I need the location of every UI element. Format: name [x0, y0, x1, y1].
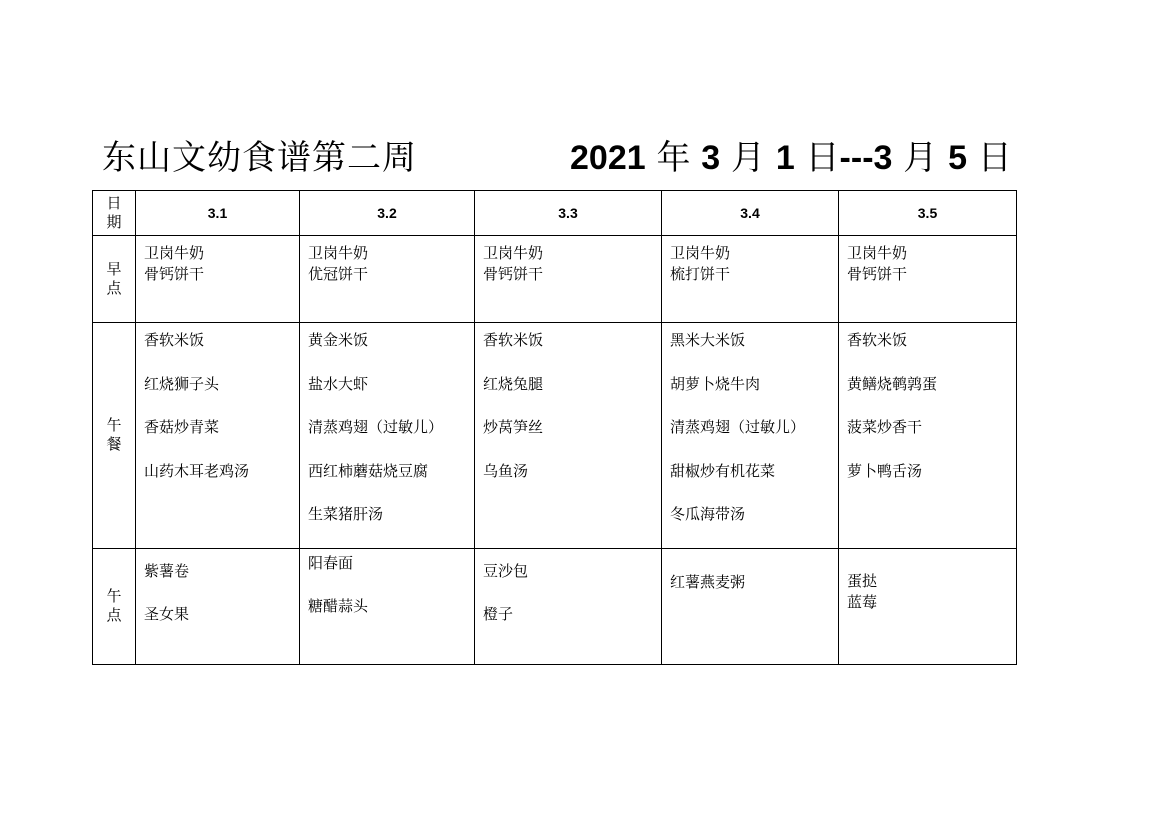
menu-item: 香软米饭 — [483, 331, 544, 349]
menu-item: 清蒸鸡翅（过敏儿） — [670, 418, 806, 436]
menu-item: 萝卜鸭舌汤 — [847, 461, 923, 480]
menu-item: 骨钙饼干 — [847, 265, 908, 283]
menu-item: 圣女果 — [144, 604, 190, 623]
month-unit-start: 月 — [731, 138, 765, 178]
menu-item: 阳春面 — [308, 553, 354, 572]
lunch-cell — [662, 323, 839, 549]
year-unit: 年 — [656, 138, 691, 178]
menu-item: 红烧兔腿 — [483, 374, 544, 393]
start-month: 3 — [701, 139, 721, 177]
date-label: 日 期 — [93, 191, 136, 236]
snack-cell — [662, 548, 839, 664]
menu-item: 甜椒炒有机花菜 — [670, 461, 776, 480]
menu-item: 山药木耳老鸡汤 — [144, 461, 250, 480]
range-separator: --- — [839, 139, 874, 177]
snack-cell — [300, 548, 475, 664]
menu-item: 清蒸鸡翅（过敏儿） — [308, 418, 444, 436]
lunch-cell — [475, 323, 662, 549]
end-month: 3 — [873, 139, 893, 177]
lunch-label: 午 餐 — [93, 323, 136, 549]
menu-item: 菠菜炒香干 — [847, 418, 923, 436]
menu-item: 卫岗牛奶 — [483, 244, 544, 262]
menu-item: 盐水大虾 — [308, 374, 369, 393]
lunch-cell — [136, 323, 300, 549]
end-day: 5 — [948, 139, 967, 177]
start-day: 1 — [775, 139, 795, 177]
breakfast-cell — [136, 236, 300, 323]
menu-item: 香软米饭 — [144, 331, 205, 349]
breakfast-cell — [475, 236, 662, 323]
menu-item: 紫薯卷 — [144, 561, 190, 580]
date-cell: 3.2 — [300, 191, 475, 236]
snack-cell — [136, 548, 300, 664]
date-cell: 3.4 — [662, 191, 839, 236]
menu-item: 卫岗牛奶 — [670, 244, 731, 262]
menu-item: 红薯燕麦粥 — [670, 572, 746, 591]
date-cell: 3.5 — [839, 191, 1017, 236]
menu-item: 蛋挞 — [847, 571, 878, 590]
menu-item: 糖醋蒜头 — [308, 596, 369, 615]
menu-item: 西红柿蘑菇烧豆腐 — [308, 461, 429, 480]
menu-item: 黄鳝烧鹌鹑蛋 — [847, 374, 938, 393]
menu-item: 蓝莓 — [847, 592, 878, 611]
breakfast-label: 早 点 — [93, 236, 136, 323]
snack-label: 午 点 — [93, 548, 136, 664]
year: 2021 — [570, 139, 646, 177]
menu-item: 香软米饭 — [847, 331, 908, 349]
menu-item: 优冠饼干 — [308, 265, 369, 283]
breakfast-cell — [300, 236, 475, 323]
menu-item: 骨钙饼干 — [483, 265, 544, 283]
day-unit-start: 日 — [805, 138, 840, 178]
menu-item: 乌鱼汤 — [483, 461, 529, 480]
breakfast-cell — [839, 236, 1017, 323]
lunch-row — [93, 323, 1017, 549]
menu-item: 梳打饼干 — [670, 265, 731, 283]
menu-item: 橙子 — [483, 604, 514, 623]
breakfast-cell — [662, 236, 839, 323]
lunch-cell — [839, 323, 1017, 549]
menu-item: 卫岗牛奶 — [308, 244, 369, 262]
menu-table — [92, 190, 1017, 665]
snack-cell — [475, 548, 662, 664]
menu-title — [102, 134, 1012, 182]
menu-item: 红烧狮子头 — [144, 374, 220, 393]
lunch-cell — [300, 323, 475, 549]
menu-item: 冬瓜海带汤 — [670, 505, 746, 523]
month-unit-end: 月 — [903, 138, 938, 178]
menu-item: 卫岗牛奶 — [847, 244, 908, 262]
menu-item: 生菜猪肝汤 — [308, 505, 384, 523]
menu-item: 骨钙饼干 — [144, 265, 205, 283]
snack-cell — [839, 548, 1017, 664]
menu-item: 卫岗牛奶 — [144, 244, 205, 262]
menu-item: 胡萝卜烧牛肉 — [670, 374, 761, 393]
date-cell: 3.3 — [475, 191, 662, 236]
menu-item: 黑米大米饭 — [670, 331, 746, 349]
school-menu-name: 东山文幼食谱第二周 — [102, 138, 417, 178]
menu-item: 黄金米饭 — [308, 331, 369, 349]
menu-item: 炒莴笋丝 — [483, 418, 544, 436]
snack-row — [93, 548, 1017, 664]
menu-item: 香菇炒青菜 — [144, 418, 220, 436]
breakfast-row — [93, 236, 1017, 323]
date-range — [570, 134, 1012, 182]
date-row — [93, 191, 1017, 236]
date-cell: 3.1 — [136, 191, 300, 236]
day-unit-end: 日 — [977, 138, 1012, 178]
menu-item: 豆沙包 — [483, 561, 529, 580]
